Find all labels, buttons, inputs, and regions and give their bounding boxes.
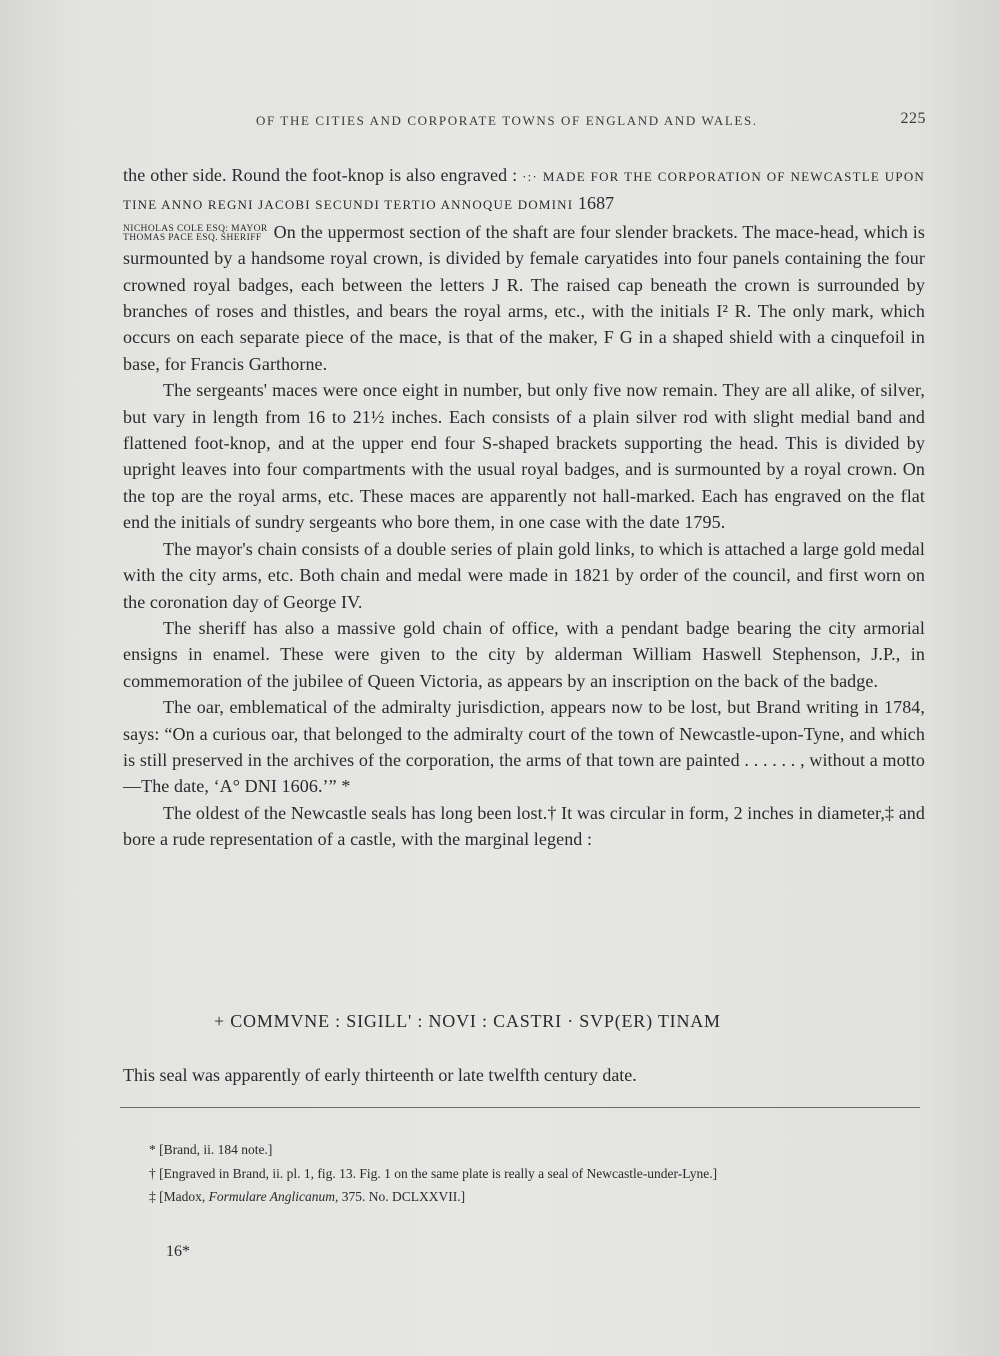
paragraph-1	[123, 162, 925, 377]
running-head-title: OF THE CITIES AND CORPORATE TOWNS OF ENGLAND AND WALES.	[256, 113, 758, 128]
paragraph-5: The oar, emblematical of the admiralty jurisdiction, appears now to be lost, but Brand writing in 1784, says: “On a curious oar, that belonged to the admiralty court of the town of Newcastle-upon-Tyne, and which is still preserved in the archives of the corporation, the arms of that town are painted . . . . . . , without a motto—The date, ‘A° DNI 1606.’” *	[123, 697, 925, 797]
inscription-year: 1687	[573, 193, 615, 214]
footnote-rule	[120, 1107, 920, 1108]
paragraph-3: The mayor's chain consists of a double series of plain gold links, to which is attached a large gold medal with the city arms, etc. Both chain and medal were made in 1821 by order of the council, and first worn on the coronation day of George IV.	[123, 538, 925, 612]
footnote-1: * [Brand, ii. 184 note.]	[149, 1142, 273, 1157]
body-text	[123, 162, 925, 853]
paragraph-4: The sheriff has also a massive gold chain of office, with a pendant badge bearing the city armorial ensigns in enamel. These were given to the city by alderman William Haswell Stephenson, J.P., in commemoration of the jubilee of Queen Victoria, as appears by an inscription on the back of the badge.	[123, 617, 925, 691]
paragraph-6: The oldest of the Newcastle seals has long been lost.† It was circular in form, 2 inches in diameter,‡ and bore a rude representation of a castle, with the marginal legend :	[123, 802, 925, 850]
paragraph-2: The sergeants' maces were once eight in number, but only five now remain. They are all alike, of silver, but vary in length from 16 to 21½ inches. Each consists of a plain silver rod with slight medial band and flattened foot-knop, and at the upper end four S-shaped brackets supporting the head. This is divided by upright leaves into four compartments with the usual royal badges, and is surmounted by a royal crown. On the top are the royal arms, etc. These maces are apparently not hall-marked. Each has engraved on the flat end the initials of sundry sergeants who bore them, in one case with the date 1795.	[123, 380, 925, 533]
inscription-small-caps: MADE FOR THE CORPORATION OF NEWCASTLE UPON TINE ANNO REGNI JACOBI SECUNDI TERTIO ANNOQUE DOMINI	[123, 169, 925, 213]
footnote-3-a: ‡ [Madox,	[149, 1189, 209, 1204]
inscription-mayor: NICHOLAS COLE ESQ: MAYOR	[123, 223, 268, 234]
paragraph-7: This seal was apparently of early thirteenth or late twelfth century date.	[123, 1065, 637, 1085]
footnote-3-b: 375. No. DCLXXVII.]	[338, 1189, 466, 1204]
seal-legend: + COMMVNE : SIGILL' : NOVI : CASTRI · SVP(ER) TINAM	[214, 1011, 721, 1031]
footnote-2: † [Engraved in Brand, ii. pl. 1, fig. 13. Fig. 1 on the same plate is really a seal of Newcastle-under-Lyne.]	[149, 1165, 718, 1181]
inscription-mark: ·:·	[522, 169, 543, 184]
paragraph-1-text-b: On the uppermost section of the shaft are four slender brackets. The mace-head, which is surmounted by a handsome royal crown, is divided by female caryatides into four panels containing the four crowned royal badges, each between the letters J R. The raised cap beneath the crown is surrounded by branches of roses and thistles, and bears the royal arms, etc., with the initials I² R. The only mark, which occurs on each separate piece of the mace, is that of the maker, F G in a shaped shield with a cinquefoil in base, for Francis Garthorne.	[123, 221, 925, 374]
page-number: 225	[900, 110, 926, 127]
footnotes	[121, 1138, 923, 1209]
footnote-3	[121, 1185, 923, 1209]
footnote-3-title: Formulare Anglicanum,	[208, 1189, 339, 1204]
paragraph-1-text-a: the other side. Round the foot-knop is also engraved :	[123, 165, 523, 185]
signature-mark: 16*	[166, 1243, 190, 1260]
inscription-sheriff: THOMAS PACE ESQ. SHERIFF	[123, 232, 262, 243]
inscription-officers	[123, 225, 268, 243]
